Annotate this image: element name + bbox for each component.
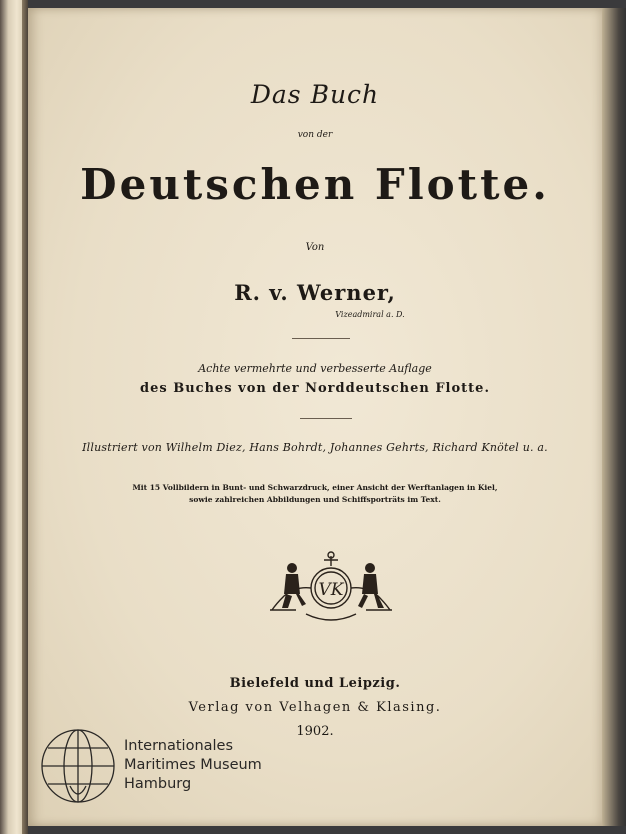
title-line-von-der: von der [297,130,333,140]
divider-rule [292,338,350,339]
author-by-label: Von [305,242,325,253]
title-page [28,8,602,826]
edition-subtitle: des Buches von der Norddeutschen Flotte. [140,381,490,396]
imprint-place: Bielefeld und Leipzig. [229,676,401,691]
museum-name-line: Maritimes Museum [124,757,262,773]
divider-rule [300,418,352,419]
author-rank: Vizeadmiral a. D. [335,310,405,319]
globe-ship-icon [40,726,116,806]
edition-line: Achte vermehrte und verbesserte Auflage [198,362,432,375]
plates-line: sowie zahlreichen Abbildungen und Schiffsporträts im Text. [189,495,441,504]
illustrators-line: Illustriert von Wilhelm Diez, Hans Bohrdt, Johannes Gehrts, Richard Knötel u. a. [82,441,548,454]
page-right-edge [602,8,626,826]
imprint-year: 1902. [296,724,334,739]
main-title: Deutschen Flotte. [80,160,550,209]
museum-name-line: Internationales [124,738,234,754]
publisher-emblem-icon [266,548,396,628]
author-name: R. v. Werner, [234,280,396,305]
emblem-monogram: VK [318,580,344,600]
museum-city: Hamburg [124,776,192,792]
title-line-das-buch: Das Buch [250,80,380,109]
plates-line: Mit 15 Vollbildern in Bunt- und Schwarzdruck, einer Ansicht der Werftanlagen in Kiel, [132,483,498,492]
imprint-publisher: Verlag von Velhagen & Klasing. [188,700,442,715]
